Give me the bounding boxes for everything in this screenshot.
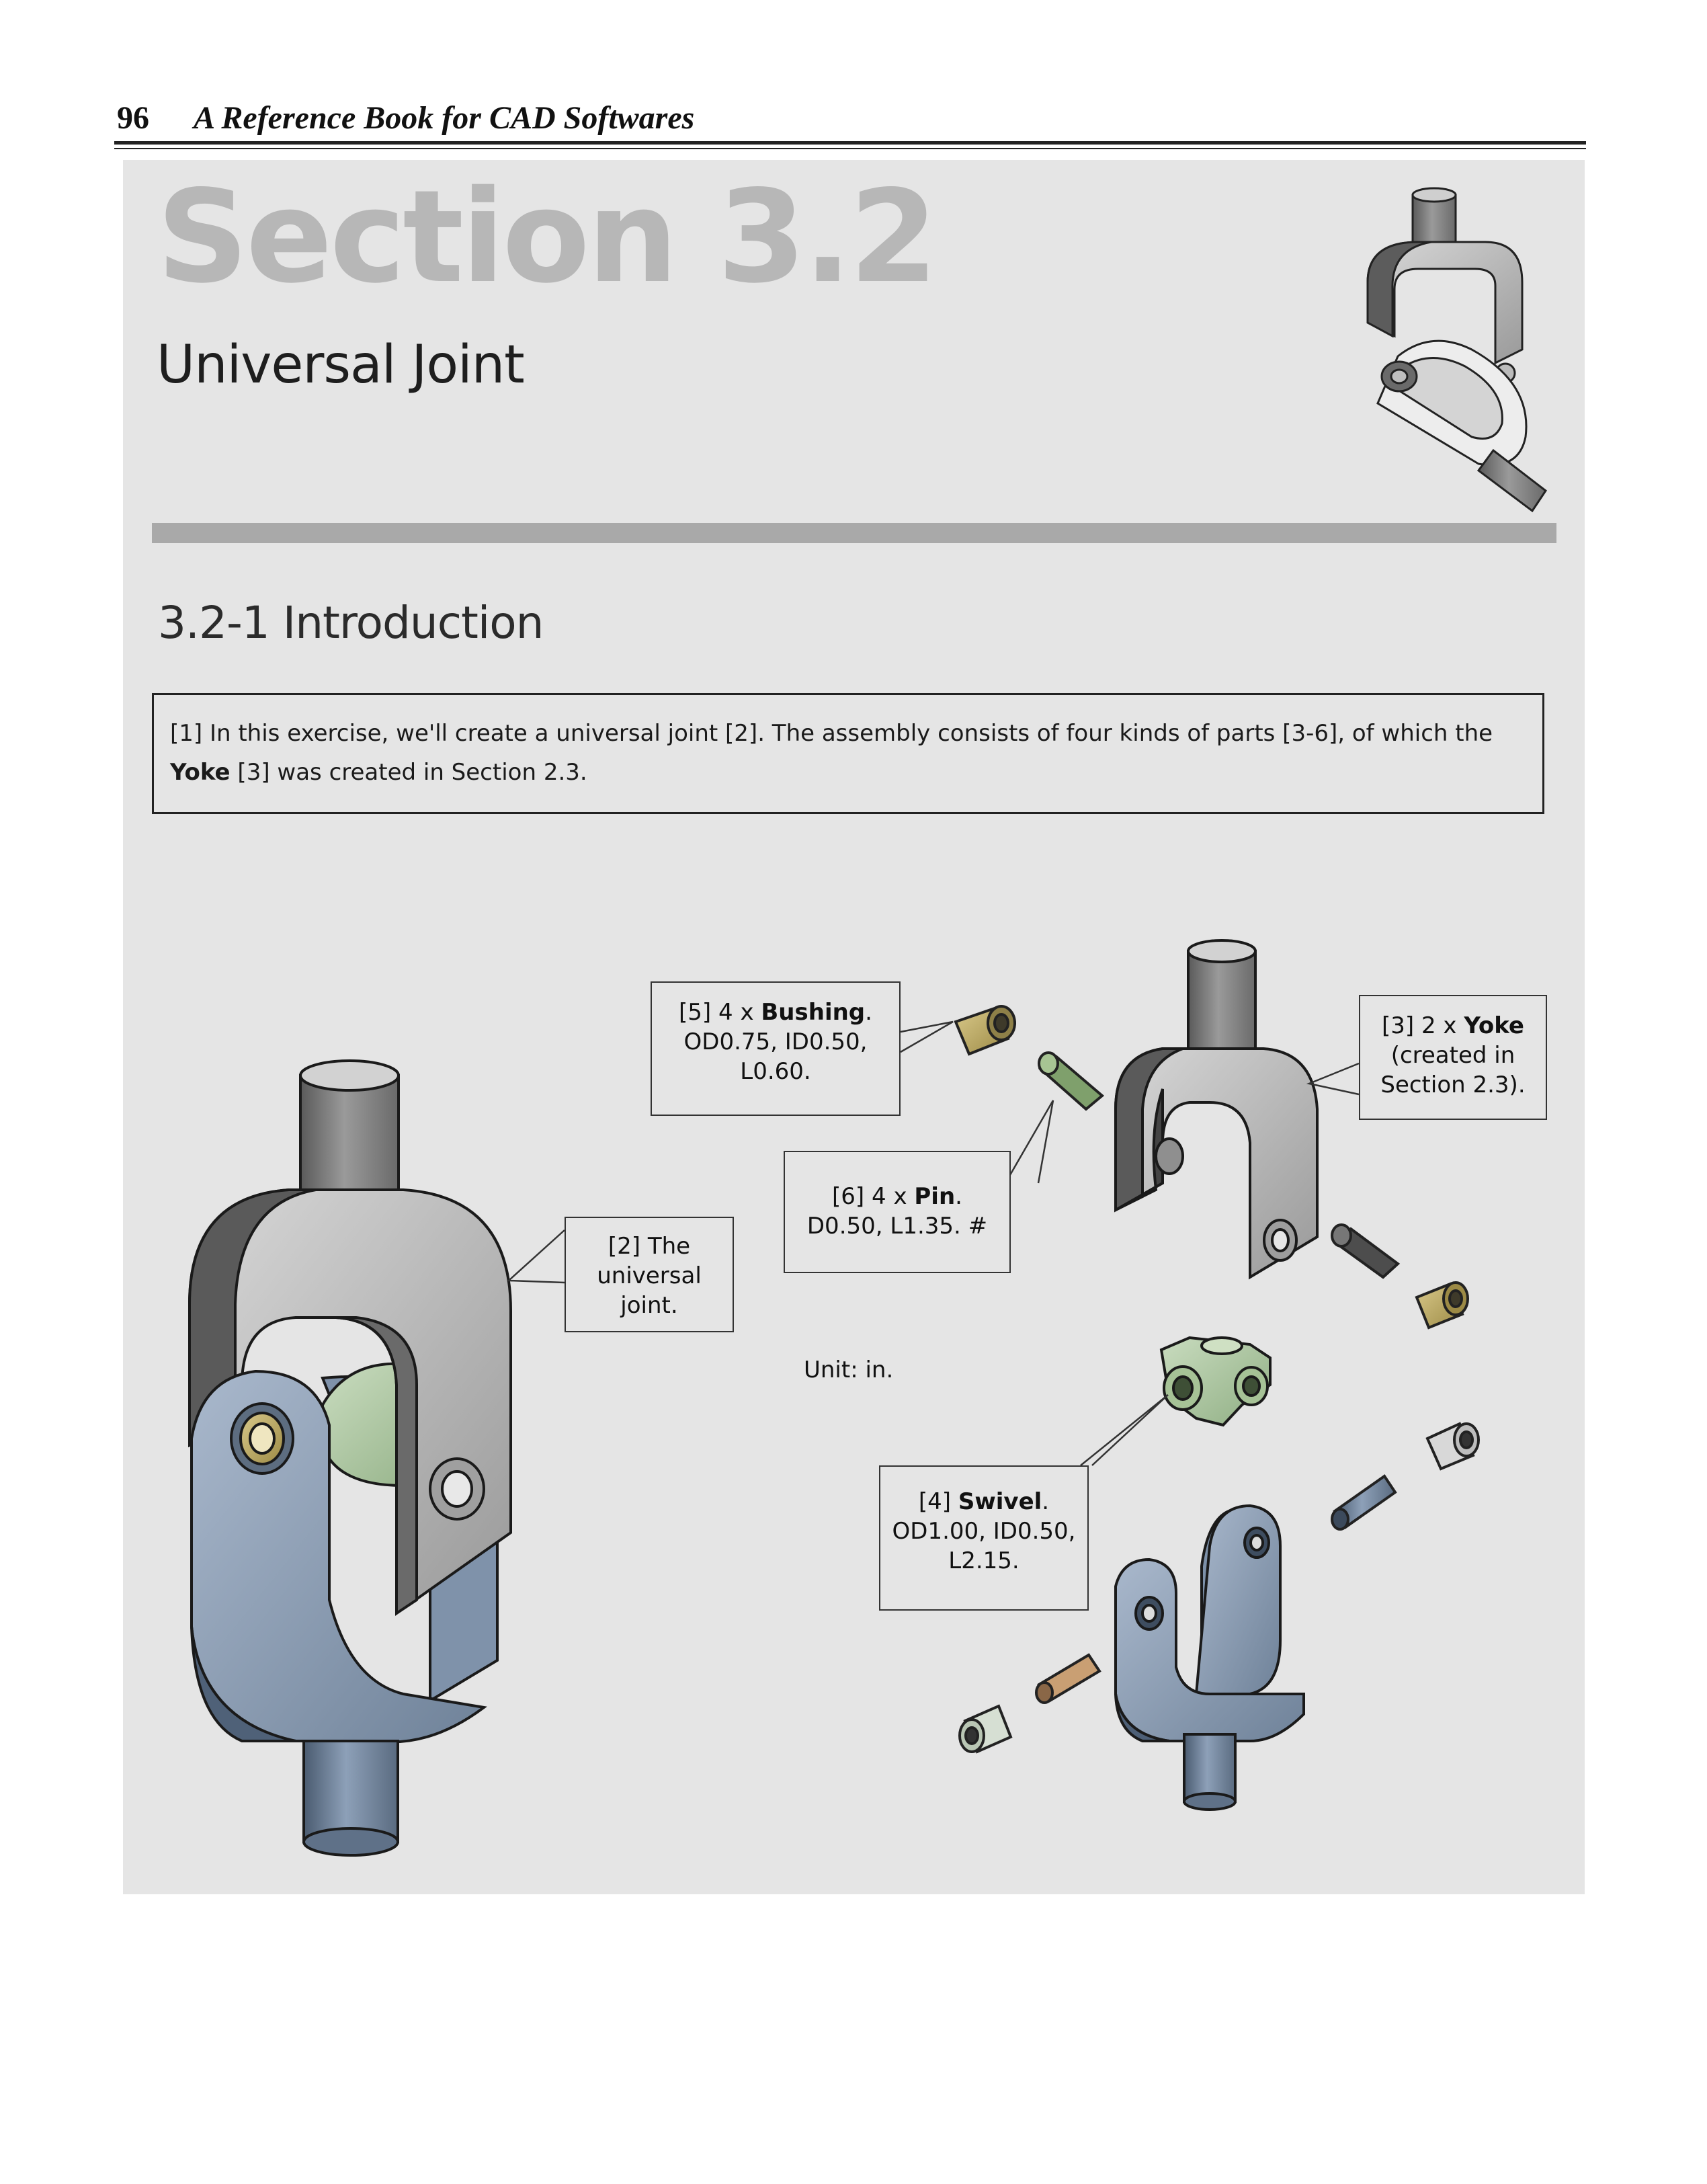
pin-part-copper <box>1036 1655 1099 1703</box>
callout-yoke <box>1359 995 1547 1120</box>
callout-swivel-prefix: [4] <box>918 1488 958 1515</box>
callout-swivel-line3: L2.15. <box>948 1547 1019 1574</box>
section-subtitle: Universal Joint <box>157 335 524 395</box>
page-number: 96 <box>117 100 149 136</box>
callout-pin-prefix: [6] 4 x <box>832 1183 915 1210</box>
pin-part-blue <box>1332 1476 1395 1529</box>
section-title: Section 3.2 <box>157 163 935 311</box>
callout-universal-joint-line1: [2] The <box>608 1233 691 1260</box>
bushing-part-right <box>1417 1283 1468 1328</box>
callout-pin-line2: D0.50, L1.35. # <box>806 1213 988 1240</box>
callout-yoke-line3: Section 2.3). <box>1380 1071 1526 1098</box>
intro-bold-term: Yoke <box>170 759 231 786</box>
callout-universal-joint <box>565 1217 734 1332</box>
callout-yoke-line2: (created in <box>1390 1042 1515 1069</box>
lower-yoke-part <box>1116 1506 1304 1810</box>
intro-heading: 3.2-1 Introduction <box>158 597 544 649</box>
pin-part-green <box>1039 1053 1102 1109</box>
callout-bushing-line1 <box>652 998 899 1027</box>
callout-bushing-prefix: [5] 4 x <box>679 999 761 1026</box>
callout-bushing-suffix: . <box>865 999 872 1026</box>
callout-universal-joint-line3: joint. <box>620 1292 678 1319</box>
callout-swivel-name: Swivel <box>958 1488 1042 1515</box>
swivel-part <box>1161 1338 1270 1425</box>
callout-swivel <box>879 1465 1089 1611</box>
bushing-part-light-right <box>1427 1424 1479 1469</box>
yoke-part-exploded <box>1116 940 1317 1277</box>
callout-universal-joint-line2: universal <box>597 1262 702 1289</box>
unit-label: Unit: in. <box>804 1357 894 1383</box>
callout-bushing-line2: OD0.75, ID0.50, <box>683 1028 868 1055</box>
callout-pin-name: Pin <box>914 1183 956 1210</box>
callout-pin-suffix: . <box>955 1183 962 1210</box>
callout-pin-line1 <box>785 1182 1009 1211</box>
callout-bushing-line3: L0.60. <box>740 1058 811 1085</box>
bushing-part-light-left <box>960 1706 1011 1752</box>
universal-joint-thumbnail <box>1368 188 1546 511</box>
callout-swivel-line2: OD1.00, ID0.50, <box>892 1518 1076 1545</box>
bushing-part-top <box>956 1006 1015 1054</box>
intro-text-part2: [3] was created in Section 2.3. <box>230 759 587 786</box>
callout-yoke-line1 <box>1360 1011 1546 1041</box>
intro-text-part1: [1] In this exercise, we'll create a universal joint [2]. The assembly consists of four kinds of parts [3-6], of which the <box>170 720 1493 747</box>
callout-bushing-name: Bushing <box>761 999 866 1026</box>
callout-bushing <box>651 981 901 1116</box>
assembled-universal-joint <box>190 1061 511 1855</box>
callout-yoke-name: Yoke <box>1464 1012 1524 1039</box>
book-title: A Reference Book for CAD Softwares <box>194 100 695 136</box>
callout-swivel-suffix: . <box>1042 1488 1050 1515</box>
callout-pin <box>784 1151 1011 1273</box>
callout-yoke-prefix: [3] 2 x <box>1382 1012 1464 1039</box>
callout-swivel-line1 <box>880 1487 1087 1516</box>
pin-part-dark <box>1332 1225 1398 1277</box>
